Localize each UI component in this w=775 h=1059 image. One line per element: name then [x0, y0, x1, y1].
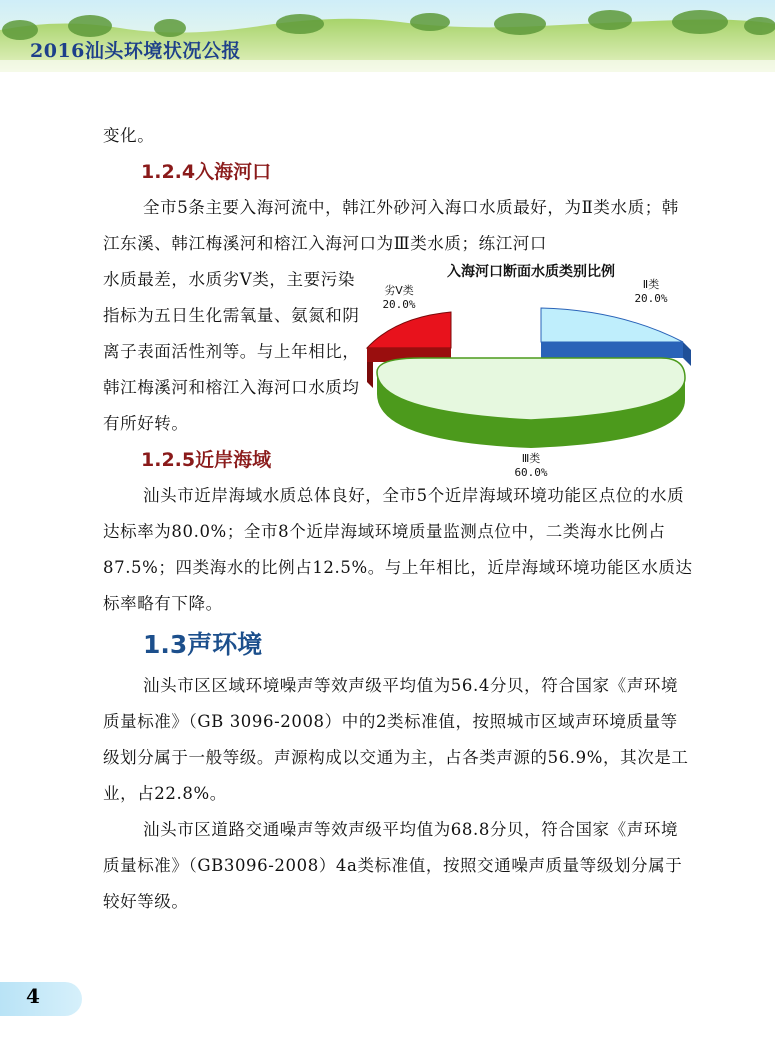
- label-class-iii: Ⅲ类: [521, 452, 541, 465]
- value-class-iii: 60.0%: [514, 466, 548, 479]
- paragraph-intro: 变化。: [103, 126, 155, 145]
- header-banner: [0, 0, 775, 72]
- paragraph-1-2-4-a: 全市5条主要入海河流中，韩江外砂河入海口水质最好，为Ⅱ类水质；韩江东溪、韩江梅溪河和榕江入海河口为Ⅲ类水质；练江河口: [103, 198, 679, 253]
- chart-title: 入海河口断面水质类别比例: [447, 264, 615, 280]
- heading-1-2-4: 1.2.4入海河口: [141, 161, 272, 183]
- value-inferior-v: 20.0%: [382, 298, 416, 311]
- paragraph-1-2-4-b: 水质最差，水质劣Ⅴ类，主要污染指标为五日生化需氧量、氨氮和阴离子表面活性剂等。与上年相比，韩江梅溪河和榕江入海河口水质均有所好转。: [103, 270, 360, 433]
- page-number: 4: [26, 984, 40, 1008]
- label-inferior-v: 劣Ⅴ类: [384, 284, 414, 297]
- paragraph-1-3-a: 汕头市区区域环境噪声等效声级平均值为56.4分贝，符合国家《声环境质量标准》（GB 3096-2008）中的2类标准值，按照城市区域声环境质量等级划分属于一般等级。声源构成以交通为主，占各类声源的56.9%，其次是工业，占22.8%。: [103, 676, 689, 803]
- value-class-ii: 20.0%: [634, 292, 668, 305]
- paragraph-1-3-b: 汕头市区道路交通噪声等效声级平均值为68.8分贝，符合国家《声环境质量标准》（GB3096-2008）4a类标准值，按照交通噪声质量等级划分属于较好等级。: [103, 820, 683, 911]
- paragraph-1-2-5: 汕头市近岸海域水质总体良好，全市5个近岸海域环境功能区点位的水质达标率为80.0%；全市8个近岸海域环境质量监测点位中，二类海水比例占87.5%；四类海水的比例占12.5%。与上年相比，近岸海域环境功能区水质达标率略有下降。: [103, 486, 693, 613]
- slice-class-ii-edge: [683, 342, 691, 366]
- slice-class-ii: [541, 308, 683, 342]
- slice-class-ii-side: [541, 342, 683, 358]
- page-number-tab: [0, 982, 82, 1016]
- label-class-ii: Ⅱ类: [642, 278, 660, 291]
- page-content: [103, 118, 693, 920]
- heading-1-2-5: 1.2.5近岸海域: [141, 449, 272, 471]
- report-title: 2016汕头环境状况公报: [30, 40, 241, 62]
- pie-chart: [361, 262, 701, 482]
- heading-1-3: 1.3声环境: [143, 630, 263, 659]
- slice-inferior-v: [367, 312, 451, 348]
